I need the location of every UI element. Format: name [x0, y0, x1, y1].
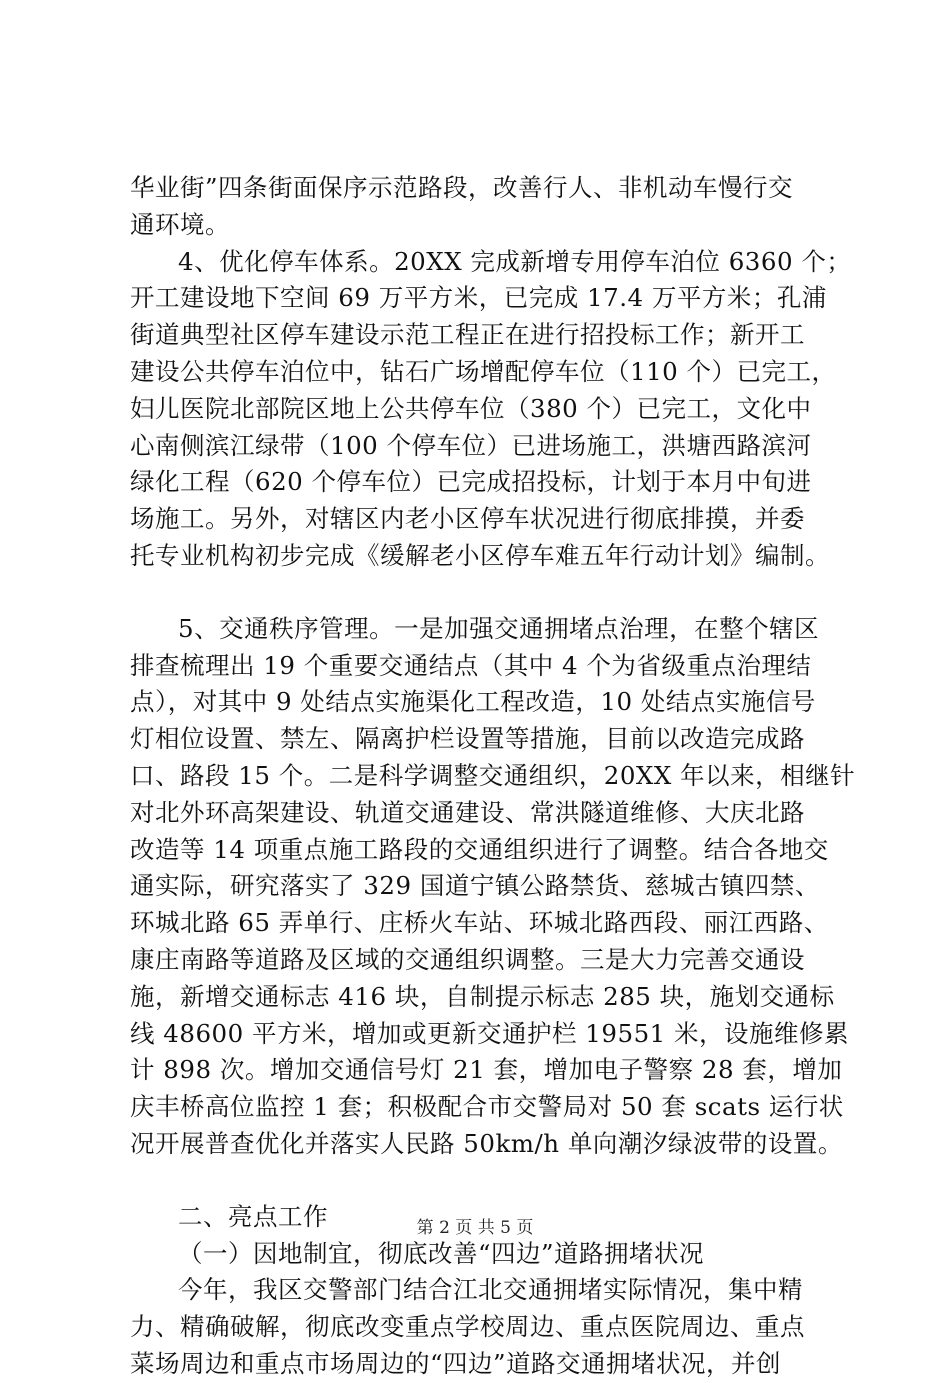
text-line: 庆丰桥高位监控 1 套；积极配合市交警局对 50 套 scats 运行状: [130, 1092, 844, 1122]
section-heading: 二、亮点工作: [178, 1201, 328, 1231]
text-line: 心南侧滨江绿带（100 个停车位）已进场施工，洪塘西路滨河: [130, 430, 812, 460]
text-line: 环城北路 65 弄单行、庄桥火车站、环城北路西段、丽江西路、: [130, 908, 829, 938]
text-line: 线 48600 平方米，增加或更新交通护栏 19551 米，设施维修累: [130, 1018, 850, 1048]
text-line: 托专业机构初步完成《缓解老小区停车难五年行动计划》编制。: [130, 540, 830, 570]
paragraph-gap: [130, 1163, 830, 1199]
text-line: 建设公共停车泊位中，钻石广场增配停车位（110 个）已完工，: [130, 356, 837, 386]
text-line: 今年，我区交警部门结合江北交通拥堵实际情况，集中精: [178, 1275, 803, 1305]
text-line: 力、精确破解，彻底改变重点学校周边、重点医院周边、重点: [130, 1312, 805, 1342]
text-line: 华业街”四条街面保序示范路段，改善行人、非机动车慢行交: [130, 173, 794, 202]
text-line: 况开展普查优化并落实人民路 50km/h 单向潮汐绿波带的设置。: [130, 1128, 843, 1158]
paragraph-gap: [130, 575, 830, 611]
text-line: 点），对其中 9 处结点实施渠化工程改造，10 处结点实施信号: [130, 687, 816, 717]
text-line: 4、优化停车体系。20XX 完成新增专用停车泊位 6360 个；: [178, 246, 852, 276]
text-line: 妇儿医院北部院区地上公共停车位（380 个）已完工，文化中: [130, 393, 812, 423]
text-line: 街道典型社区停车建设示范工程正在进行招投标工作；新开工: [130, 320, 805, 350]
text-line: 计 898 次。增加交通信号灯 21 套，增加电子警察 28 套，增加: [130, 1055, 843, 1085]
text-line: 施，新增交通标志 416 块，自制提示标志 285 块，施划交通标: [130, 981, 835, 1011]
text-line: 通实际，研究落实了 329 国道宁镇公路禁货、慈城古镇四禁、: [130, 871, 820, 901]
text-line: 康庄南路等道路及区域的交通组织调整。三是大力完善交通设: [130, 944, 805, 974]
text-line: 通环境。: [130, 209, 230, 239]
text-line: 改造等 14 项重点施工路段的交通组织进行了调整。结合各地交: [130, 834, 829, 864]
text-line: 开工建设地下空间 69 万平方米，已完成 17.4 万平方米；孔浦: [130, 283, 827, 313]
body-text: [130, 170, 856, 1383]
text-line: 菜场周边和重点市场周边的“四边”道路交通拥堵状况，并创: [130, 1348, 782, 1378]
text-line: 5、交通秩序管理。一是加强交通拥堵点治理，在整个辖区: [178, 613, 820, 643]
text-line: 排查梳理出 19 个重要交通结点（其中 4 个为省级重点治理结: [130, 650, 812, 680]
text-line: 对北外环高架建设、轨道交通建设、常洪隧道维修、大庆北路: [130, 797, 805, 827]
text-line: 场施工。另外，对辖区内老小区停车状况进行彻底排摸，并委: [130, 504, 805, 534]
page-number-footer: 第 2 页 共 5 页: [416, 1218, 534, 1238]
text-line: 绿化工程（620 个停车位）已完成招投标，计划于本月中旬进: [130, 467, 812, 497]
subsection-heading: （一）因地制宜，彻底改善“四边”道路拥堵状况: [178, 1238, 705, 1268]
text-line: 灯相位设置、禁左、隔离护栏设置等措施，目前以改造完成路: [130, 724, 805, 754]
text-line: 口、路段 15 个。二是科学调整交通组织，20XX 年以来，相继针: [130, 760, 856, 790]
